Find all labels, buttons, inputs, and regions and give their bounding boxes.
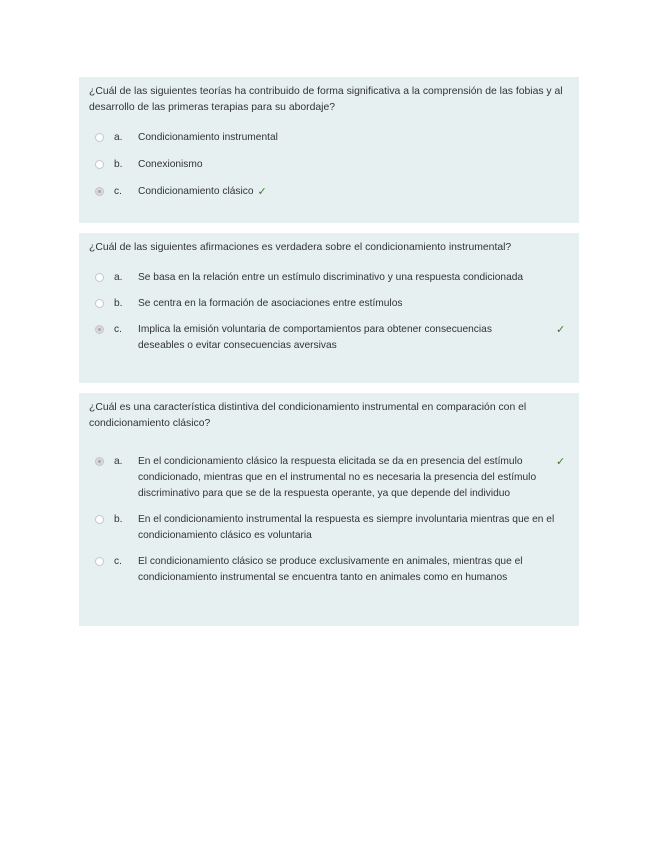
- option-letter: a.: [114, 272, 123, 283]
- answer-option[interactable]: [89, 296, 569, 312]
- option-text: Se centra en la formación de asociaciones entre estímulos: [138, 298, 403, 309]
- question-text: ¿Cuál de las siguientes afirmaciones es verdadera sobre el condicionamiento instrumental?: [89, 242, 512, 253]
- option-text: Implica la emisión voluntaria de comportamientos para obtener consecuencias deseables o evitar consecuencias aversivas: [138, 324, 492, 351]
- answer-options: [89, 130, 569, 200]
- option-text: El condicionamiento clásico se produce exclusivamente en animales, mientras que el condicionamiento instrumental se encuentra tanto en animales como en humanos: [138, 556, 523, 583]
- option-letter: a.: [114, 456, 123, 467]
- radio-button[interactable]: [95, 515, 104, 524]
- answer-options: [89, 270, 569, 354]
- radio-button[interactable]: [95, 133, 104, 142]
- option-text: Condicionamiento clásico: [138, 186, 254, 197]
- option-text: En el condicionamiento clásico la respuesta elicitada se da en presencia del estímulo condicionado, mientras que en el instrumental no es necesaria la presencia del estímulo discriminativo para que se de la respuesta operante, ya que depende del individuo: [138, 456, 537, 499]
- answer-option[interactable]: [89, 157, 569, 173]
- radio-button[interactable]: [95, 273, 104, 282]
- radio-button-selected[interactable]: [95, 457, 104, 466]
- option-letter: c.: [114, 186, 122, 197]
- radio-button[interactable]: [95, 160, 104, 169]
- checkmark-icon: ✓: [556, 324, 566, 336]
- option-text: Se basa en la relación entre un estímulo discriminativo y una respuesta condicionada: [138, 272, 524, 283]
- option-letter: a.: [114, 132, 123, 143]
- question-text: ¿Cuál de las siguientes teorías ha contribuido de forma significativa a la comprensión de las fobias y al desarrollo de las primeras terapias para su abordaje?: [89, 86, 563, 113]
- answer-options: [89, 454, 569, 586]
- question-card-2: [79, 233, 579, 383]
- answer-option[interactable]: [89, 512, 569, 544]
- answer-option-selected[interactable]: [89, 184, 569, 200]
- checkmark-icon: ✓: [556, 456, 566, 468]
- checkmark-icon: ✓: [257, 186, 267, 198]
- radio-button-selected[interactable]: [95, 325, 104, 334]
- radio-button-selected[interactable]: [95, 187, 104, 196]
- option-letter: b.: [114, 159, 123, 170]
- option-letter: c.: [114, 324, 122, 335]
- question-card-1: [79, 77, 579, 223]
- question-card-3: [79, 393, 579, 626]
- option-letter: c.: [114, 556, 122, 567]
- answer-option[interactable]: [89, 270, 569, 286]
- question-text: ¿Cuál es una característica distintiva del condicionamiento instrumental en comparación con el condicionamiento clásico?: [89, 402, 527, 429]
- radio-button[interactable]: [95, 299, 104, 308]
- option-text: En el condicionamiento instrumental la respuesta es siempre involuntaria mientras que en el condicionamiento clásico es voluntaria: [138, 514, 555, 541]
- answer-option[interactable]: [89, 130, 569, 146]
- answer-option[interactable]: [89, 554, 569, 586]
- option-text: Conexionismo: [138, 159, 203, 170]
- option-text: Condicionamiento instrumental: [138, 132, 278, 143]
- option-letter: b.: [114, 514, 123, 525]
- option-letter: b.: [114, 298, 123, 309]
- radio-button[interactable]: [95, 557, 104, 566]
- answer-option-selected[interactable]: [89, 454, 569, 502]
- answer-option-selected[interactable]: [89, 322, 569, 354]
